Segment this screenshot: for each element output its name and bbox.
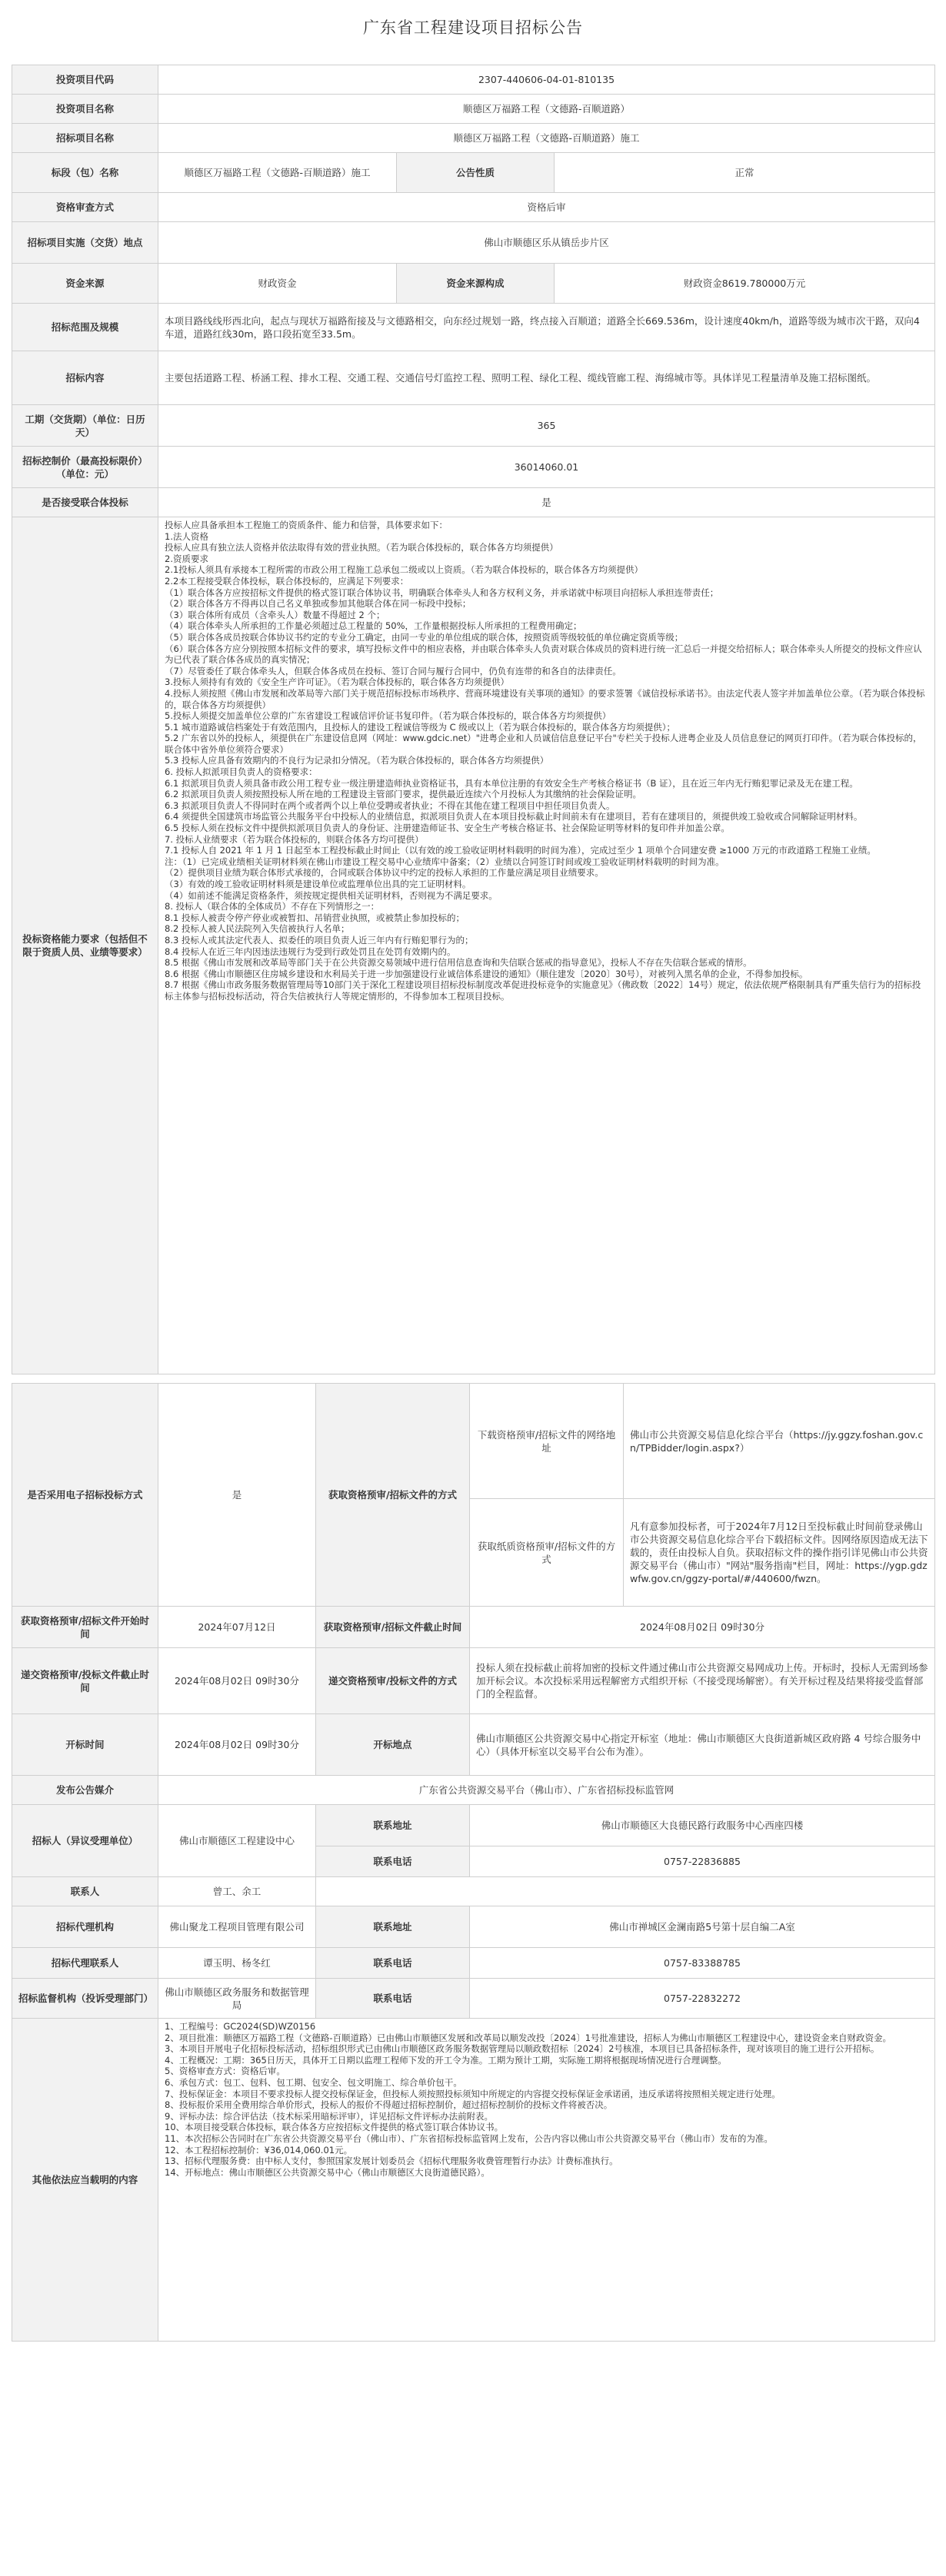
download-addr-value[interactable]: 佛山市公共资源交易信息化综合平台（https://jy.ggzy.foshan.gov.cn/TPBidder/login.aspx?） — [624, 1384, 935, 1499]
media-label: 发布公告媒介 — [12, 1776, 158, 1805]
public-nature-label: 公告性质 — [397, 153, 555, 193]
download-addr-label: 下载资格预审/招标文件的网络地址 — [470, 1384, 624, 1499]
agency-phone-label: 联系电话 — [316, 1948, 470, 1979]
supervisor-value: 佛山市顺德区政务服务和数据管理局 — [158, 1979, 316, 2019]
notice-page — [12, 0, 934, 2342]
open-place-label: 开标地点 — [316, 1714, 470, 1776]
content-label: 招标内容 — [12, 351, 158, 405]
invest-code-label: 投资项目代码 — [12, 65, 158, 95]
project-name-label: 投资项目名称 — [12, 95, 158, 124]
tenderee-phone-label: 联系电话 — [316, 1846, 470, 1877]
supervisor-phone-label: 联系电话 — [316, 1979, 470, 2019]
ceiling-value: 36014060.01 — [158, 447, 935, 488]
media-value: 广东省公共资源交易平台（佛山市）、广东省招标投标监管网 — [158, 1776, 935, 1805]
supervisor-label: 招标监督机构（投诉受理部门） — [12, 1979, 158, 2019]
agency-contact-label: 招标代理联系人 — [12, 1948, 158, 1979]
electronic-label: 是否采用电子招标投标方式 — [12, 1384, 158, 1607]
tenderee-label: 招标人（异议受理单位） — [12, 1805, 158, 1877]
qual-method-value: 资格后审 — [158, 193, 935, 222]
qual-req-label: 投标资格能力要求（包括但不限于资质人员、业绩等要求） — [12, 517, 158, 1374]
fund-source-value: 财政资金 — [158, 264, 397, 304]
consortium-label: 是否接受联合体投标 — [12, 488, 158, 517]
location-value: 佛山市顺德区乐从镇岳步片区 — [158, 222, 935, 264]
open-time-value: 2024年08月02日 09时30分 — [158, 1714, 316, 1776]
empty-cell — [316, 1877, 935, 1906]
other-value: 1、工程编号：GC2024(SD)WZ0156 2、项目批准：顺德区万福路工程（文德路-百顺道路）已由佛山市顺德区发展和改革局以顺发改投〔2024〕1号批准建设，招标人为佛山市顺德区工程建设中心，建设资金来自财政资金。 3、本项目开展电子化招标投标活动，招标组织形式已由佛山市顺德区政务服务数据管理局以顺政数招标〔2024〕2号核准，本项目已具备招标条件，现对该项目的施工进行公开招标。 4、工程概况：工期：365日历天，具体开工日期以监理工程师下发的开工令为准。工期为预计工期，实际施工期将根据现场情况进行合理调整。 5、资格审查方式：资格后审。 6、承包方式：包工、包料、包工期、包安全、包文明施工、综合单价包干。 7、投标保证金：本项目不要求投标人提交投标保证金，但投标人须按照投标须知中所规定的内容提交投标保证金承诺函，违反承诺将按照相关规定进行处理。 8、投标报价采用全费用综合单价形式，投标人的报价不得超过招标控制价，超过招标控制价的投标文件将被否决。 9、评标办法：综合评估法（技术标采用暗标评审），详见招标文件评标办法前附表。 10、本项目接受联合体投标，联合体各方应按招标文件提供的格式签订联合体协议书。 11、本次招标公告同时在广东省公共资源交易平台（佛山市）、广东省招标投标监管网上发布，公告内容以佛山市公共资源交易平台（佛山市）发布的为准。 12、本工程招标控制价：¥36,014,060.01元。 13、招标代理服务费：由中标人支付，参照国家发展计划委员会《招标代理服务收费管理暂行办法》计费标准执行。 14、开标地点：佛山市顺德区公共资源交易中心（佛山市顺德区大良街道德民路）。 — [158, 2019, 935, 2342]
other-label: 其他依法应当载明的内容 — [12, 2019, 158, 2342]
qual-req-value: 投标人应具备承担本工程施工的资质条件、能力和信誉，具体要求如下： 1.法人资格 投标人应具有独立法人资格并依法取得有效的营业执照。（若为联合体投标的，联合体各方均须提供） 2.资质要求 2.1投标人须具有承接本工程所需的市政公用工程施工总承包二级或以上资质。（若为联合体投标的，联合体各方均须提供） 2.2本工程接受联合体投标，联合体投标的，应满足下列要求： （1）联合体各方应按招标文件提供的格式签订联合体协议书，明确联合体牵头人和各方权利义务，并承诺就中标项目向招标人承担连带责任； （2）联合体各方不得再以自己名义单独或参加其他联合体在同一标段中投标； （3）联合体所有成员（含牵头人）数量不得超过 2 个； （4）联合体牵头人所承担的工作量必须超过总工程量的 50%，工作量根据投标人所承担的工程费用确定； （5）联合体各成员按联合体协议书约定的专业分工确定，由同一专业的单位组成的联合体，按照资质等级较低的单位确定资质等级； （6）联合体各方应分别按照本招标文件的要求，填写投标文件中的相应表格，并由联合体牵头人负责对联合体成员的资料进行统一汇总后一并提交给招标人；联合体牵头人所提交的投标文件应认为已代表了联合体各成员的真实情况； （7）尽管委任了联合体牵头人，但联合体各成员在投标、签订合同与履行合同中，仍负有连带的和各自的法律责任。 3.投标人须持有有效的《安全生产许可证》。（若为联合体投标的，联合体各方均须提供） 4.投标人须按照《佛山市发展和改革局等六部门关于规范招标投标市场秩序、营商环境建设有关事项的通知》的要求签署《诚信投标承诺书》。由法定代表人签字并加盖单位公章。（若为联合体投标的，联合体各方均须提供） 5.投标人须提交加盖单位公章的广东省建设工程诚信评价证书复印件。（若为联合体投标的，联合体各方均须提供） 5.1 城市道路诚信档案处于有效范围内，且投标人的建设工程诚信等级为 C 级或以上（若为联合体投标的，联合体各方均须提供）； 5.2 广东省以外的投标人，须提供在广东建设信息网（网址：www.gdcic.net）"进粤企业和人员诚信信息登记平台"专栏关于投标人进粤企业及人员信息登记的网页打印件。（若为联合体投标的，联合体中省外单位须符合要求） 5.3 投标人应具备有效期内的不良行为记录扣分情况。（若为联合体投标的，联合体各方均须提供） 6. 投标人拟派项目负责人的资格要求： 6.1 拟派项目负责人须具备市政公用工程专业一级注册建造师执业资格证书，具有本单位注册的有效安全生产考核合格证书（B 证），且在近三年内无行贿犯罪记录及无在建工程。 6.2 拟派项目负责人须按照投标人所在地的工程建设主管部门要求，提供最近连续六个月投标人为其缴纳的社会保险证明。 6.3 拟派项目负责人不得同时在两个或者两个以上单位受聘或者执业；不得在其他在建工程项目中担任项目负责人。 6.4 须提供全国建筑市场监管公共服务平台中投标人的业绩信息，拟派项目负责人在本项目投标截止时间前未有在建项目，若有在建项目的，须提供竣工验收或合同解除证明材料。 6.5 投标人须在投标文件中提供拟派项目负责人的身份证、注册建造师证书、安全生产考核合格证书、社会保险证明等材料的复印件并加盖公章。 7. 投标人业绩要求（若为联合体投标的，则联合体各方均可提供） 7.1 投标人自 2021 年 1 月 1 日起至本工程投标截止时间止（以有效的竣工验收证明材料载明的时间为准），完成过至少 1 项单个合同建安费 ≥1000 万元的市政道路工程施工业绩。 注：（1）已完成业绩相关证明材料须在佛山市建设工程交易中心业绩库中备案；（2）业绩以合同签订时间或竣工验收证明材料载明的时间为准。 （2）提供项目业绩为联合体形式承接的，合同或联合体协议中约定的投标人承担的工作量应满足项目业绩要求。 （3）有效的竣工验收证明材料须是建设单位或监理单位出具的完工证明材料。 （4）如前述不能满足资格条件，须按规定提供相关证明材料，否则视为不满足要求。 8. 投标人（联合体的全体成员）不存在下列情形之一： 8.1 投标人被责令停产停业或被暂扣、吊销营业执照，或被禁止参加投标的； 8.2 投标人被人民法院列入失信被执行人名单； 8.3 投标人或其法定代表人、拟委任的项目负责人近三年内有行贿犯罪行为的； 8.4 投标人在近三年内因违法违规行为受到行政处罚且在处罚有效期内的。 8.5 根据《佛山市发展和改革局等部门关于在公共资源交易领域中进行信用信息查询和失信联合惩戒的指导意见》，投标人不存在失信联合惩戒的情形。 8.6 根据《佛山市顺德区住房城乡建设和水利局关于进一步加强建设行业诚信体系建设的通知》（顺住建发〔2020〕30号），对被列入黑名单的企业，不得参加投标。 8.7 根据《佛山市政务服务数据管理局等10部门关于深化工程建设项目招标投标制度改革促进投标竞争的实施意见》（佛政数〔2022〕14号）规定，依法依规严格限制具有严重失信行为的招标投标主体参与招标投标活动，符合失信被执行人等规定情形的，不得参加本工程项目投标。 — [158, 517, 935, 1374]
section-name-label: 标段（包）名称 — [12, 153, 158, 193]
tenderee-value: 佛山市顺德区工程建设中心 — [158, 1805, 316, 1877]
public-nature-value: 正常 — [555, 153, 935, 193]
content-value: 主要包括道路工程、桥涵工程、排水工程、交通工程、交通信号灯监控工程、照明工程、绿化工程、缆线管廊工程、海绵城市等。具体详见工程量清单及施工招标图纸。 — [158, 351, 935, 405]
agency-label: 招标代理机构 — [12, 1906, 158, 1948]
location-label: 招标项目实施（交货）地点 — [12, 222, 158, 264]
ceiling-label: 招标控制价（最高投标限价）（单位：元） — [12, 447, 158, 488]
submit-end-label: 递交资格预审/投标文件截止时间 — [12, 1648, 158, 1714]
bid-info-table — [12, 65, 935, 1374]
fund-structure-label: 资金来源构成 — [397, 264, 555, 304]
project-name-value: 顺德区万福路工程（文德路-百顺道路） — [158, 95, 935, 124]
duration-value: 365 — [158, 405, 935, 447]
open-time-label: 开标时间 — [12, 1714, 158, 1776]
fund-source-label: 资金来源 — [12, 264, 158, 304]
section-name-value: 顺德区万福路工程（文德路-百顺道路）施工 — [158, 153, 397, 193]
tenderee-phone-value: 0757-22836885 — [470, 1846, 935, 1877]
supervisor-phone-value: 0757-22832272 — [470, 1979, 935, 2019]
bid-project-name-label: 招标项目名称 — [12, 124, 158, 153]
invest-code-value: 2307-440606-04-01-810135 — [158, 65, 935, 95]
consortium-value: 是 — [158, 488, 935, 517]
tenderee-addr-value: 佛山市顺德区大良德民路行政服务中心西座四楼 — [470, 1805, 935, 1846]
tenderee-person-label: 联系人 — [12, 1877, 158, 1906]
scope-label: 招标范围及规模 — [12, 304, 158, 351]
obtain-method-label: 获取纸质资格预审/招标文件的方式 — [470, 1499, 624, 1607]
duration-label: 工期（交货期）（单位：日历天） — [12, 405, 158, 447]
tenderee-person-value: 曾工、余工 — [158, 1877, 316, 1906]
agency-phone-value: 0757-83388785 — [470, 1948, 935, 1979]
submit-end-value: 2024年08月02日 09时30分 — [158, 1648, 316, 1714]
agency-addr-label: 联系地址 — [316, 1906, 470, 1948]
get-start-value: 2024年07月12日 — [158, 1607, 316, 1648]
bid-project-name-value: 顺德区万福路工程（文德路-百顺道路）施工 — [158, 124, 935, 153]
agency-contact-value: 谭玉明、杨冬红 — [158, 1948, 316, 1979]
agency-addr-value: 佛山市禅城区金澜南路5号第十层自编二A室 — [470, 1906, 935, 1948]
get-start-label: 获取资格预审/招标文件开始时间 — [12, 1607, 158, 1648]
get-end-label: 获取资格预审/招标文件截止时间 — [316, 1607, 470, 1648]
tenderee-addr-label: 联系地址 — [316, 1805, 470, 1846]
submit-method-label: 递交资格预审/投标文件的方式 — [316, 1648, 470, 1714]
open-place-value: 佛山市顺德区公共资源交易中心指定开标室（地址：佛山市顺德区大良街道新城区政府路 4 号综合服务中心）（具体开标室以交易平台公布为准）。 — [470, 1714, 935, 1776]
scope-value: 本项目路线线形西北向，起点与现状万福路衔接及与文德路相交，向东经过规划一路，终点接入百顺道；道路全长669.536m，设计速度40km/h，道路等级为城市次干路，双向4车道，道路红线30m，路口段拓宽至33.5m。 — [158, 304, 935, 351]
bid-process-table — [12, 1383, 935, 2342]
obtain-method-value: 凡有意参加投标者，可于2024年7月12日至投标截止时间前登录佛山市公共资源交易信息化综合平台下载招标文件。因网络原因造成无法下载的，责任由投标人自负。获取招标文件的操作指引详见佛山市公共资源交易平台（佛山市）"网站"服务指南"栏目，网址：https://ygp.gdzwfw.gov.cn/ggzy-portal/#/440600/fwzn。 — [624, 1499, 935, 1607]
fund-structure-value: 财政资金8619.780000万元 — [555, 264, 935, 304]
electronic-value: 是 — [158, 1384, 316, 1607]
get-end-value: 2024年08月02日 09时30分 — [470, 1607, 935, 1648]
submit-method-value: 投标人须在投标截止前将加密的投标文件通过佛山市公共资源交易网成功上传。开标时，投标人无需到场参加开标会议。本次投标采用远程解密方式组织开标（不接受现场解密）。有关开标过程及结果将接受监督部门的全程监督。 — [470, 1648, 935, 1714]
page-title: 广东省工程建设项目招标公告 — [363, 18, 583, 37]
qual-method-label: 资格审查方式 — [12, 193, 158, 222]
agency-value: 佛山聚龙工程项目管理有限公司 — [158, 1906, 316, 1948]
get-method-label: 获取资格预审/招标文件的方式 — [316, 1384, 470, 1607]
